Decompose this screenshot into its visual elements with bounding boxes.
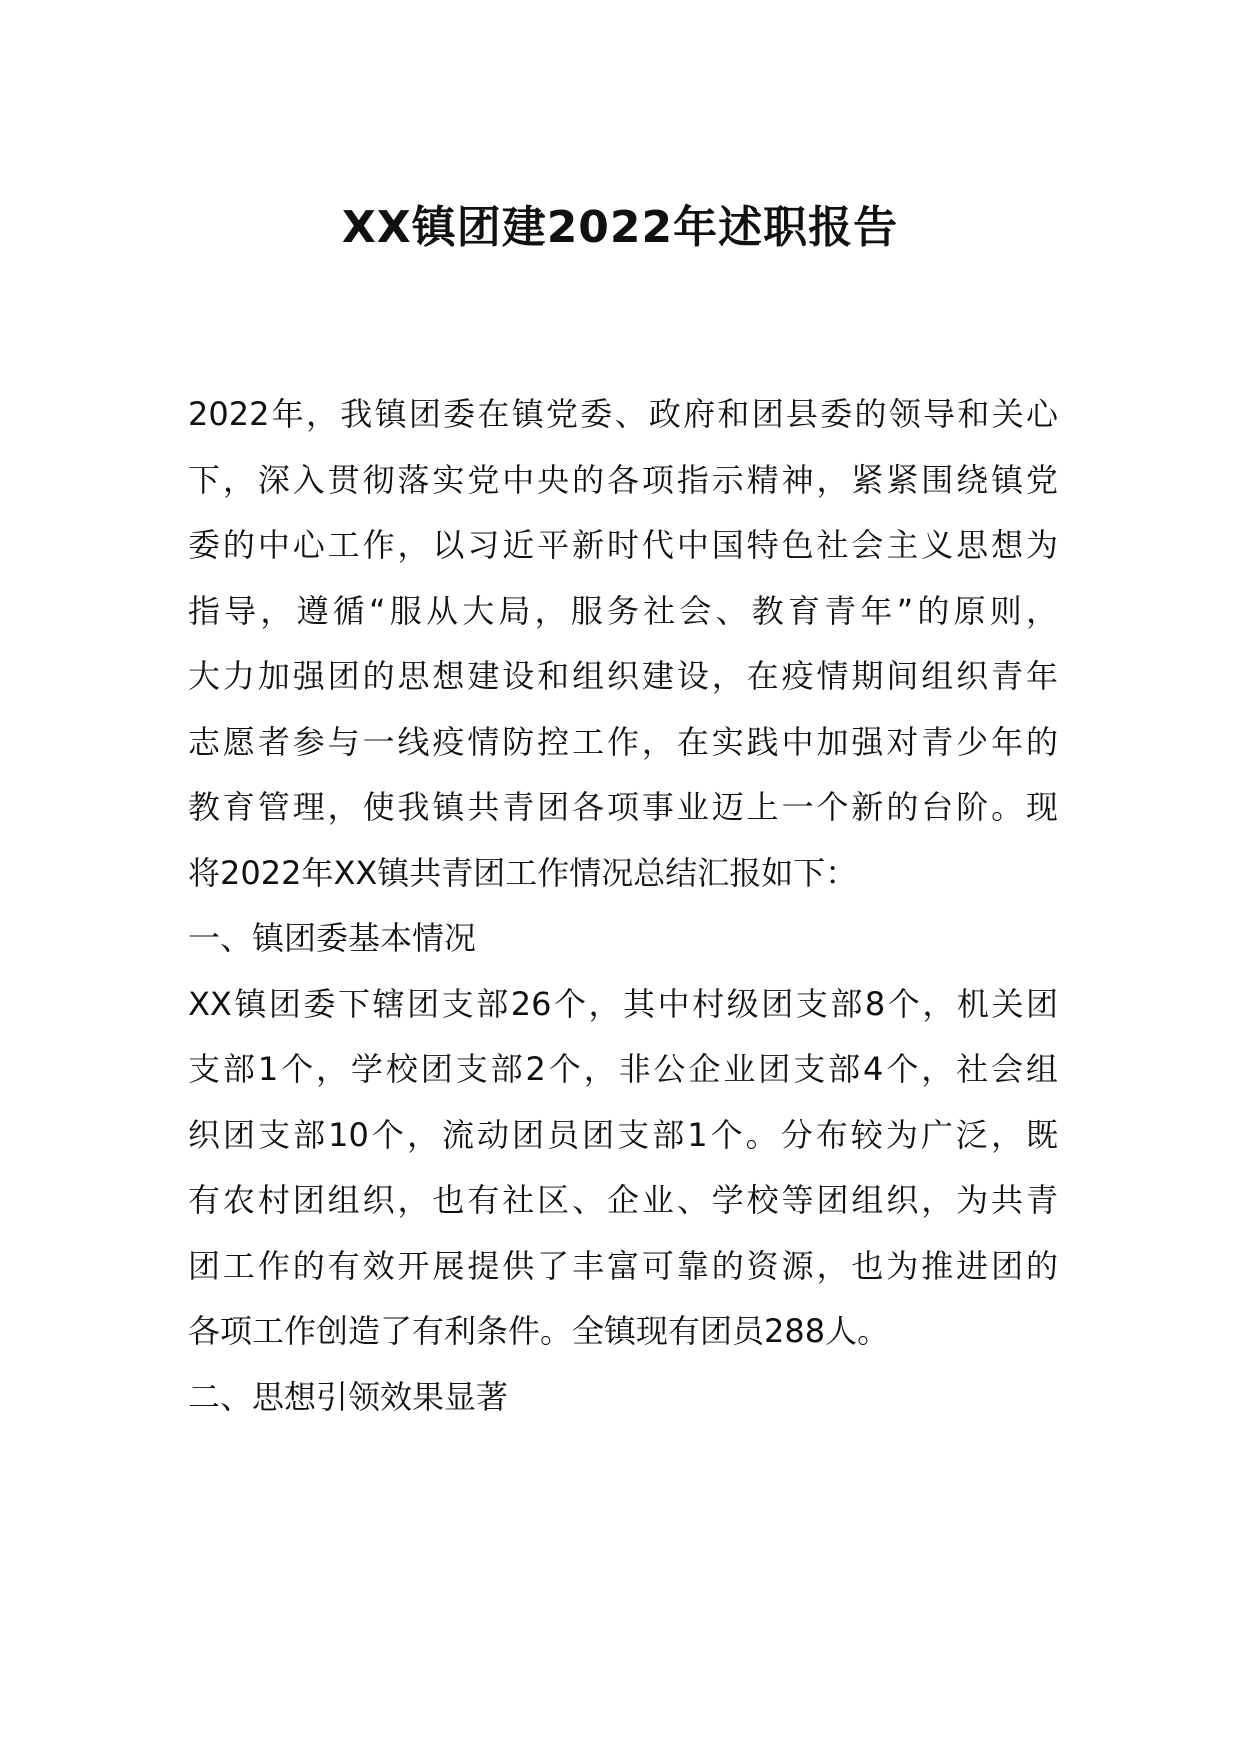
body-line: 下，深入贯彻落实党中央的各项指示精神，紧紧围绕镇党 [188, 460, 1058, 499]
body-line: XX镇团委下辖团支部26个，其中村级团支部8个，机关团 [188, 984, 1058, 1023]
body-line: 有农村团组织，也有社区、企业、学校等团组织，为共青 [188, 1181, 1058, 1219]
body-line: 团工作的有效开展提供了丰富可靠的资源，也为推进团的 [188, 1246, 1058, 1285]
body-line: 支部1个，学校团支部2个，非公企业团支部4个，社会组 [188, 1050, 1058, 1088]
body-line: 各项工作创造了有利条件。全镇现有团员288人。 [188, 1312, 890, 1350]
body-line: 织团支部10个，流动团员团支部1个。分布较为广泛，既 [188, 1115, 1058, 1154]
body-line: 将2022年XX镇共青团工作情况总结汇报如下： [188, 853, 858, 892]
body-line: 2022年，我镇团委在镇党委、政府和团县委的领导和关心 [188, 395, 1058, 433]
body-line: 指导，遵循“服从大局，服务社会、教育青年”的原则， [188, 591, 1058, 630]
document-body [188, 382, 1058, 1430]
body-line: 教育管理，使我镇共青团各项事业迈上一个新的台阶。现 [188, 788, 1058, 826]
body-line: 志愿者参与一线疫情防控工作，在实践中加强对青少年的 [188, 722, 1058, 761]
body-line: 一、镇团委基本情况 [188, 919, 477, 957]
body-line: 二、思想引领效果显著 [188, 1377, 509, 1416]
body-line: 大力加强团的思想建设和组织建设，在疫情期间组织青年 [188, 657, 1058, 695]
document-title: XX镇团建2022年述职报告 [341, 202, 899, 253]
body-line: 委的中心工作，以习近平新时代中国特色社会主义思想为 [188, 526, 1058, 564]
